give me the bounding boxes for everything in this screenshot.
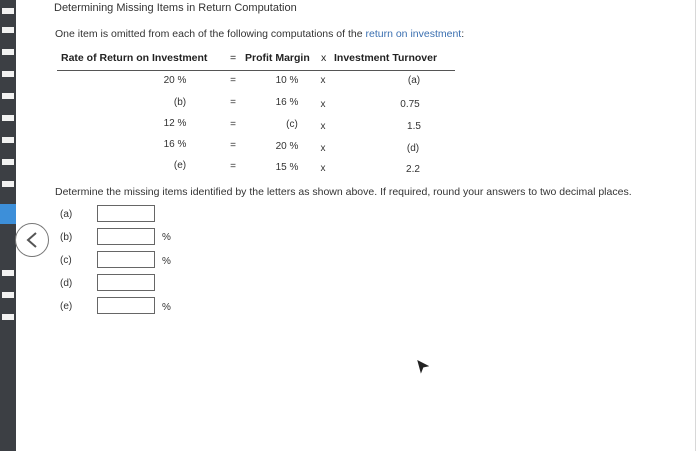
cell-margin: 10 % <box>275 75 299 86</box>
left-sidebar-strip <box>0 0 16 451</box>
cell-times: x <box>320 121 326 132</box>
strip-line <box>2 159 14 165</box>
right-border <box>695 0 696 451</box>
cell-times: x <box>320 163 326 174</box>
cell-turnover: 0.75 <box>400 99 420 110</box>
cell-turnover: 1.5 <box>407 121 421 132</box>
answer-input-a[interactable] <box>97 205 155 222</box>
current-item-indicator[interactable] <box>0 204 16 224</box>
answer-input-c[interactable] <box>97 251 155 268</box>
intro-text: One item is omitted from each of the following computations of the return on investment: <box>55 28 465 40</box>
cell-rate: (b) <box>173 97 187 108</box>
cell-rate: 12 % <box>163 118 187 129</box>
cell-turnover: 2.2 <box>406 164 420 175</box>
cell-margin: 16 % <box>275 97 299 108</box>
cell-margin: 15 % <box>275 162 299 173</box>
strip-line <box>2 292 14 298</box>
strip-line <box>2 71 14 77</box>
header-turnover: Investment Turnover <box>334 52 438 64</box>
header-divider <box>57 70 455 71</box>
strip-line <box>2 137 14 143</box>
back-button[interactable] <box>15 223 49 257</box>
percent-unit: % <box>162 256 171 267</box>
percent-unit: % <box>162 232 171 243</box>
header-equals: = <box>230 52 237 64</box>
cell-times: x <box>320 143 326 154</box>
cell-rate: (e) <box>173 160 187 171</box>
strip-line <box>2 270 14 276</box>
header-rate: Rate of Return on Investment <box>61 52 208 64</box>
return-on-investment-link[interactable]: return on investment <box>365 28 462 40</box>
strip-line <box>2 49 14 55</box>
header-margin: Profit Margin <box>245 52 310 64</box>
answer-input-e[interactable] <box>97 297 155 314</box>
percent-unit: % <box>162 302 171 313</box>
cell-equals: = <box>230 75 236 86</box>
strip-line <box>2 115 14 121</box>
chevron-left-icon <box>25 232 39 248</box>
strip-line <box>2 314 14 320</box>
cell-equals: = <box>230 119 236 130</box>
cell-rate: 16 % <box>163 139 187 150</box>
strip-line <box>2 27 14 33</box>
cell-times: x <box>320 99 326 110</box>
header-times: x <box>321 52 327 64</box>
cell-margin: 20 % <box>275 141 299 152</box>
cell-equals: = <box>230 97 236 108</box>
answer-label: (a) <box>60 209 73 220</box>
answer-label: (e) <box>60 301 73 312</box>
answer-label: (d) <box>60 278 73 289</box>
cell-equals: = <box>230 161 236 172</box>
page-title: Determining Missing Items in Return Computation <box>54 2 297 14</box>
mouse-pointer-icon <box>417 360 429 379</box>
instruction-text: Determine the missing items identified by the letters as shown above. If required, round your answers to two decimal places. <box>55 186 632 198</box>
strip-line <box>2 8 14 14</box>
cell-times: x <box>320 75 326 86</box>
answer-input-b[interactable] <box>97 228 155 245</box>
answer-label: (c) <box>60 255 72 266</box>
answer-input-d[interactable] <box>97 274 155 291</box>
answer-label: (b) <box>60 232 73 243</box>
strip-line <box>2 93 14 99</box>
cell-turnover: (d) <box>406 143 420 154</box>
strip-line <box>2 181 14 187</box>
cell-equals: = <box>230 140 236 151</box>
cell-margin: (c) <box>286 119 298 130</box>
cell-turnover: (a) <box>407 75 421 86</box>
cell-rate: 20 % <box>163 75 187 86</box>
